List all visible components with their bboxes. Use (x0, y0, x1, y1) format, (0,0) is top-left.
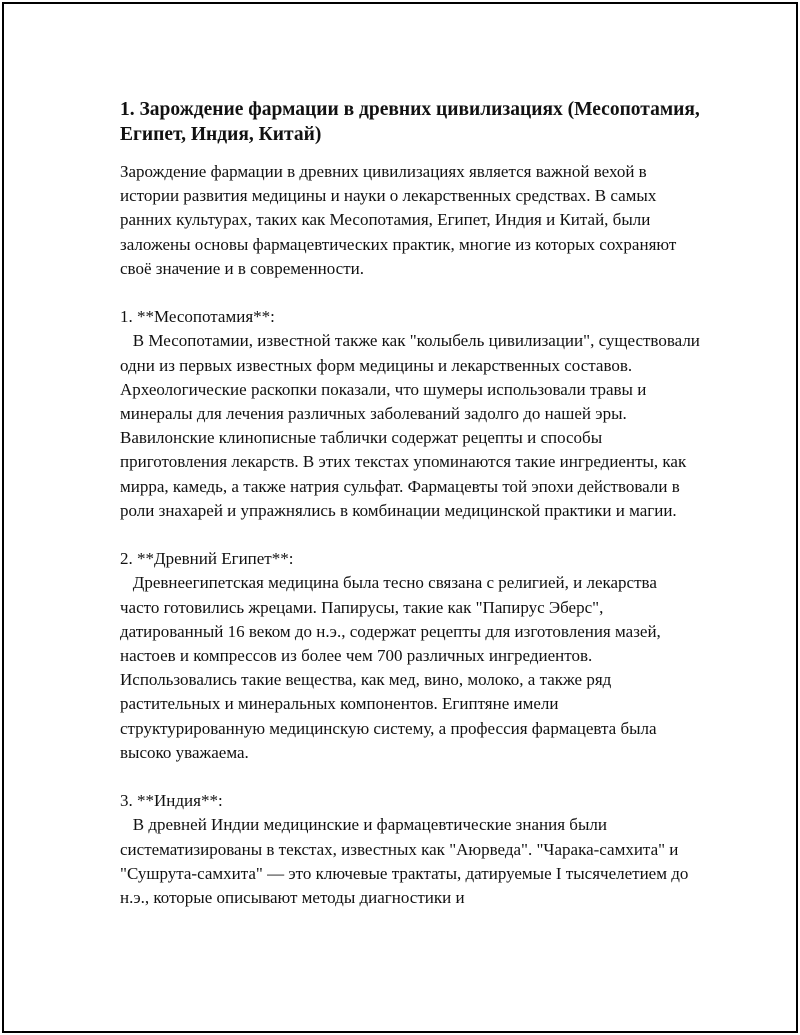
document-content (120, 97, 705, 910)
section-heading-egypt: 2. **Древний Египет**: (120, 549, 294, 569)
paragraph-spacer (120, 523, 700, 547)
section-body-india: В древней Индии медицинские и фармацевтические знания были систематизированы в текстах, известных как "Аюрведа". "Чарака-самхита" и "Сушрута-самхита" — это ключевые трактаты, датируемые I тысячелетием до н.э., которые описывают методы диагностики и (120, 815, 693, 908)
section-body-mesopotamia: В Месопотамии, известной также как "колыбель цивилизации", существовали одни из первых известных форм медицины и лекарственных составов. Археологические раскопки показали, что шумеры использовали травы и минералы для лечения различных заболеваний задолго до нашей эры. Вавилонские клинописные таблички содержат рецепты и способы приготовления лекарств. В этих текстах упоминаются такие ингредиенты, как мирра, камедь, а также натрия сульфат. Фармацевты той эпохи действовали в роли знахарей и упражнялись в комбинации медицинской практики и магии. (120, 331, 705, 520)
page (2, 2, 798, 1033)
document-title: 1. Зарождение фармации в древних цивилизациях (Месопотамия, Египет, Индия, Китай) (120, 99, 700, 145)
section-heading-mesopotamia: 1. **Месопотамия**: (120, 307, 275, 327)
paragraph-spacer (120, 765, 700, 789)
section-body-egypt: Древнеегипетская медицина была тесно связана с религией, и лекарства часто готовились жрецами. Папирусы, такие как "Папирус Эберс", датированный 16 веком до н.э., содержат рецепты для изготовления мазей, настоев и компрессов из более чем 700 различных ингредиентов. Использовались такие вещества, как мед, вино, молоко, а также ряд растительных и минеральных компонентов. Египтяне имели структурированную медицинскую систему, а профессия фармацевта была высоко уважаема. (120, 573, 666, 762)
intro-paragraph: Зарождение фармации в древних цивилизациях является важной вехой в истории развития медицины и науки о лекарственных средствах. В самых ранних культурах, таких как Месопотамия, Египет, Индия и Китай, были заложены основы фармацевтических практик, многие из которых сохраняют своё значение и в современности. (120, 162, 681, 278)
paragraph-spacer (120, 281, 700, 305)
section-heading-india: 3. **Индия**: (120, 791, 223, 811)
